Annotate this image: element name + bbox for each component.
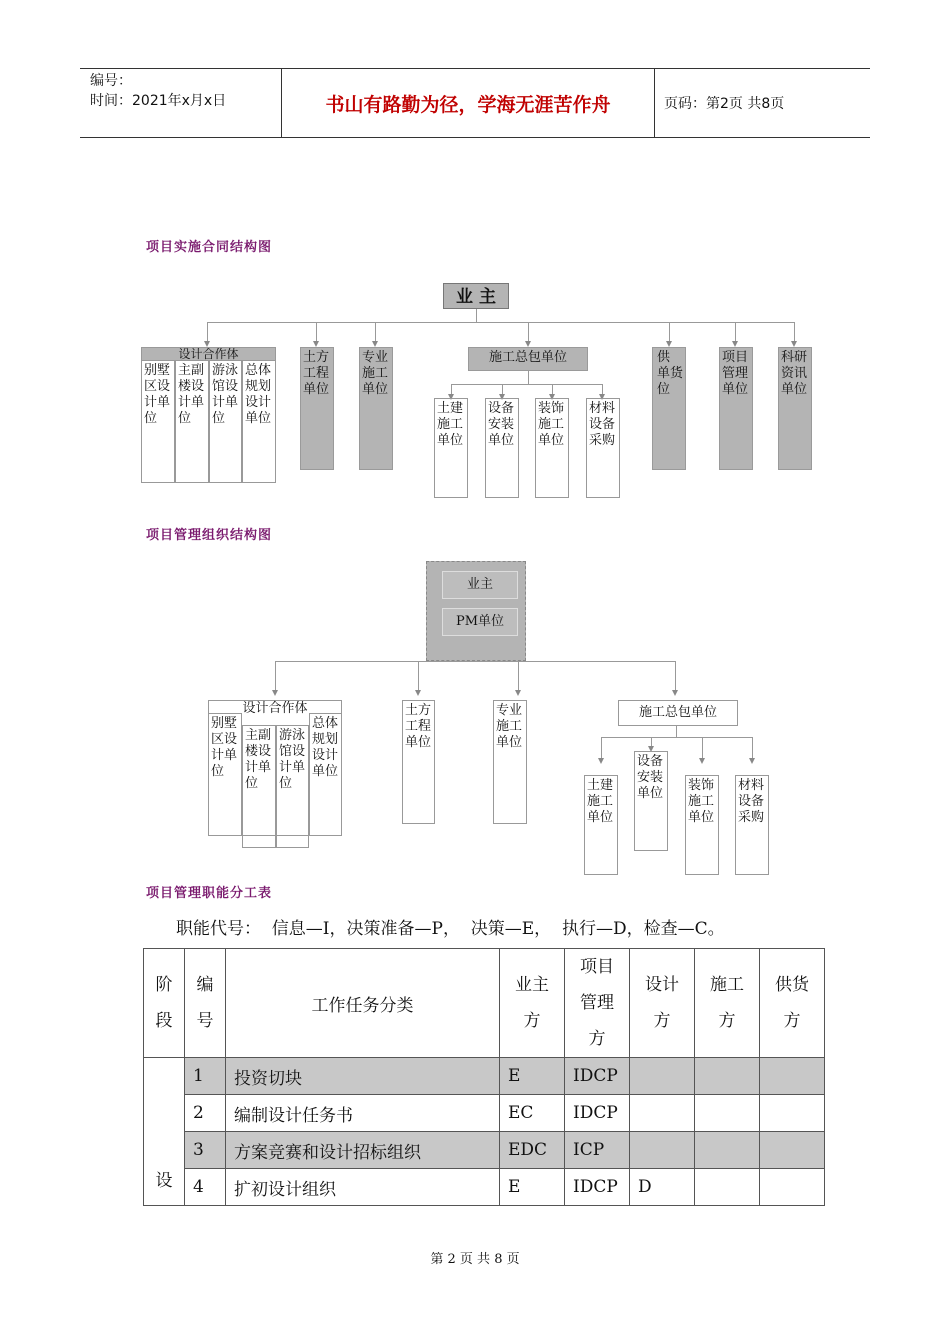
s1-research: 科研资讯单位 <box>778 347 812 470</box>
cell-no: 3 <box>185 1132 226 1169</box>
cell-supply <box>760 1132 825 1169</box>
cell-pm: IDCP <box>565 1095 630 1132</box>
s1-owner-box: 业 主 <box>443 283 509 309</box>
cell-design <box>630 1132 695 1169</box>
cell-task: 投资切块 <box>226 1058 500 1095</box>
cell-task: 方案竞赛和设计招标组织 <box>226 1132 500 1169</box>
s2-gc-unit: 材料设备采购 <box>735 775 769 875</box>
cell-build <box>695 1095 760 1132</box>
header-meta <box>80 69 282 137</box>
cell-no: 4 <box>185 1169 226 1206</box>
cell-no: 1 <box>185 1058 226 1095</box>
s1-gc-unit: 装饰施工单位 <box>535 398 569 498</box>
cell-no: 2 <box>185 1095 226 1132</box>
cell-task: 扩初设计组织 <box>226 1169 500 1206</box>
s1-design-unit: 总体规划设计单位 <box>242 360 276 483</box>
cell-task: 编制设计任务书 <box>226 1095 500 1132</box>
function-table <box>143 948 825 1206</box>
cell-build <box>695 1169 760 1206</box>
s1-gc-unit: 材料设备采购 <box>586 398 620 498</box>
cell-owner: EDC <box>500 1132 565 1169</box>
th-task: 工作任务分类 <box>226 949 500 1058</box>
s2-pm: PM单位 <box>442 608 518 636</box>
s2-design-unit: 游泳馆设计单位 <box>276 725 309 848</box>
s2-design-unit: 总体规划设计单位 <box>309 713 342 836</box>
motto: 书山有路勤为径，学海无涯苦作舟 <box>282 69 655 137</box>
s2-design-unit: 别墅区设计单位 <box>208 713 242 836</box>
cell-supply <box>760 1169 825 1206</box>
th-number: 编号 <box>185 949 226 1058</box>
s1-design-unit: 别墅区设计单位 <box>141 360 175 483</box>
table-row <box>144 1058 825 1095</box>
cell-pm: IDCP <box>565 1058 630 1095</box>
s1-gc: 施工总包单位 <box>468 347 588 371</box>
cell-build <box>695 1132 760 1169</box>
cell-owner: E <box>500 1058 565 1095</box>
stage-cell: 设 <box>144 1058 185 1206</box>
s2-gc-unit: 土建施工单位 <box>584 775 618 875</box>
table-row <box>144 1132 825 1169</box>
time-label: 时间：2021年x月x日 <box>90 93 227 109</box>
s2-design-group-label: 设计合作体 <box>242 701 308 716</box>
section2-title: 项目管理组织结构图 <box>146 528 273 543</box>
section1-title: 项目实施合同结构图 <box>146 240 273 255</box>
s2-gc: 施工总包单位 <box>618 700 738 726</box>
s1-gc-unit: 设备安装单位 <box>485 398 519 498</box>
cell-owner: E <box>500 1169 565 1206</box>
th-stage: 阶段 <box>144 949 185 1058</box>
s2-earthwork: 土方工程单位 <box>402 700 435 824</box>
page-footer: 第 2 页 共 8 页 <box>430 1252 520 1267</box>
cell-build <box>695 1058 760 1095</box>
th-design: 设计方 <box>630 949 695 1058</box>
s2-gc-unit: 设备安装单位 <box>634 751 668 851</box>
s1-supply: 供 单货位 <box>652 347 686 470</box>
cell-design <box>630 1058 695 1095</box>
s2-design-unit: 主副楼设计单位 <box>242 725 276 848</box>
cell-supply <box>760 1095 825 1132</box>
s2-owner: 业主 <box>442 571 518 599</box>
th-owner: 业主方 <box>500 949 565 1058</box>
s1-pm: 项目管理单位 <box>719 347 753 470</box>
s1-design-unit: 主副楼设计单位 <box>175 360 209 483</box>
cell-supply <box>760 1058 825 1095</box>
page-header <box>80 68 870 138</box>
table-row <box>144 1095 825 1132</box>
cell-pm: IDCP <box>565 1169 630 1206</box>
th-supply: 供货方 <box>760 949 825 1058</box>
cell-owner: EC <box>500 1095 565 1132</box>
s1-gc-unit: 土建施工单位 <box>434 398 468 498</box>
function-codes: 职能代号： 信息—I，决策准备—P， 决策—E， 执行—D，检查—C。 <box>176 919 725 939</box>
s2-specialty: 专业施工单位 <box>493 700 527 824</box>
table-row <box>144 1169 825 1206</box>
s1-earthwork: 土方工程单位 <box>300 347 334 470</box>
th-build: 施工方 <box>695 949 760 1058</box>
s1-specialty: 专业施工单位 <box>359 347 393 470</box>
s2-gc-unit: 装饰施工单位 <box>685 775 719 875</box>
number-label: 编号： <box>90 73 132 89</box>
th-pm: 项目管理方 <box>565 949 630 1058</box>
s1-design-unit: 游泳馆设计单位 <box>209 360 242 483</box>
page-label: 页码：第2页 共8页 <box>664 96 785 112</box>
s1-design-group-label: 设计合作体 <box>142 348 275 360</box>
table-header-row <box>144 949 825 1058</box>
section3-title: 项目管理职能分工表 <box>146 886 273 901</box>
cell-design: D <box>630 1169 695 1206</box>
cell-pm: ICP <box>565 1132 630 1169</box>
cell-design <box>630 1095 695 1132</box>
